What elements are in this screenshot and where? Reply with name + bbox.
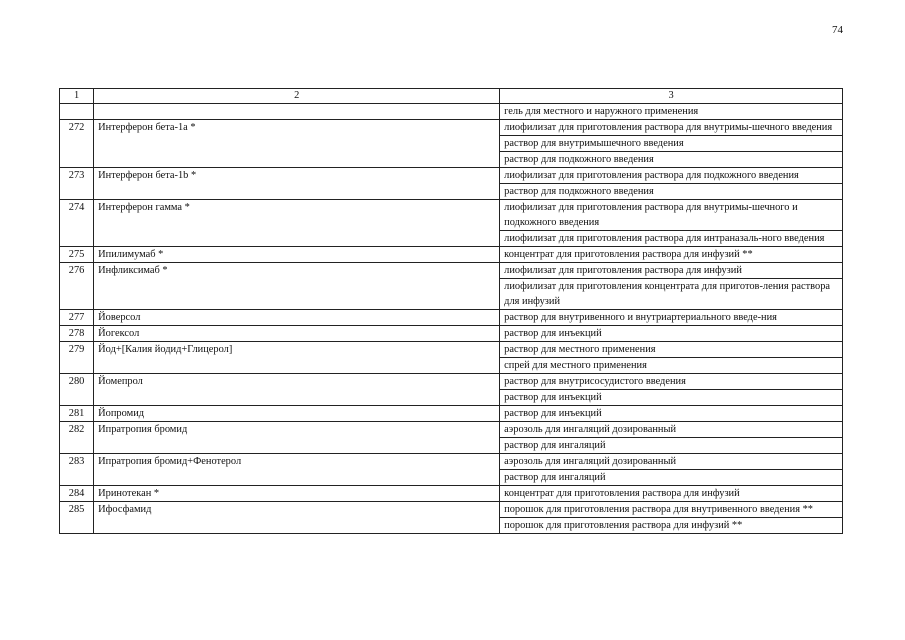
form-cell: лиофилизат для приготовления раствора для внутримы-шечного и подкожного введения <box>500 200 843 231</box>
form-cell: концентрат для приготовления раствора для инфузий ** <box>500 247 843 263</box>
form-cell: раствор для инъекций <box>500 406 843 422</box>
table-row <box>60 486 843 502</box>
row-number: 273 <box>60 168 94 200</box>
drug-name: Интерферон бета-1а * <box>94 120 500 168</box>
form-cell: раствор для подкожного введения <box>500 152 843 168</box>
header-col-3: 3 <box>500 89 843 104</box>
form-cell: раствор для инъекций <box>500 326 843 342</box>
form-cell: аэрозоль для ингаляций дозированный <box>500 422 843 438</box>
header-col-2: 2 <box>94 89 500 104</box>
continuation-row <box>60 104 843 120</box>
table-row <box>60 422 843 438</box>
table-row <box>60 326 843 342</box>
form-cell: раствор для ингаляций <box>500 438 843 454</box>
form-cell: спрей для местного применения <box>500 358 843 374</box>
row-number: 278 <box>60 326 94 342</box>
drug-name: Йопромид <box>94 406 500 422</box>
table-row <box>60 263 843 279</box>
form-cell: раствор для ингаляций <box>500 470 843 486</box>
drug-name: Йогексол <box>94 326 500 342</box>
form-cell: гель для местного и наружного применения <box>500 104 843 120</box>
table-row <box>60 374 843 390</box>
row-number: 285 <box>60 502 94 534</box>
drug-name: Иринотекан * <box>94 486 500 502</box>
form-cell: лиофилизат для приготовления раствора для интраназаль-ного введения <box>500 231 843 247</box>
form-cell: раствор для подкожного введения <box>500 184 843 200</box>
drug-name: Йод+[Калия йодид+Глицерол] <box>94 342 500 374</box>
table-body <box>60 89 843 534</box>
form-cell: порошок для приготовления раствора для инфузий ** <box>500 518 843 534</box>
table-row <box>60 502 843 518</box>
drug-name: Интерферон бета-1b * <box>94 168 500 200</box>
table-row <box>60 310 843 326</box>
drug-name: Йомепрол <box>94 374 500 406</box>
header-row <box>60 89 843 104</box>
continuation-name-cell <box>94 104 500 120</box>
row-number: 276 <box>60 263 94 310</box>
row-number: 277 <box>60 310 94 326</box>
row-number: 280 <box>60 374 94 406</box>
table-row <box>60 454 843 470</box>
row-number: 283 <box>60 454 94 486</box>
form-cell: раствор для внутривенного и внутриартериального введе-ния <box>500 310 843 326</box>
drug-name: Инфликсимаб * <box>94 263 500 310</box>
continuation-num-cell <box>60 104 94 120</box>
header-col-1: 1 <box>60 89 94 104</box>
row-number: 275 <box>60 247 94 263</box>
form-cell: раствор для инъекций <box>500 390 843 406</box>
table-row <box>60 247 843 263</box>
table-row <box>60 200 843 231</box>
form-cell: концентрат для приготовления раствора для инфузий <box>500 486 843 502</box>
row-number: 284 <box>60 486 94 502</box>
form-cell: лиофилизат для приготовления раствора для внутримы-шечного введения <box>500 120 843 136</box>
row-number: 279 <box>60 342 94 374</box>
form-cell: порошок для приготовления раствора для внутривенного введения ** <box>500 502 843 518</box>
row-number: 274 <box>60 200 94 247</box>
table-row <box>60 406 843 422</box>
drug-table <box>59 88 843 534</box>
table-row <box>60 120 843 136</box>
form-cell: раствор для внутримышечного введения <box>500 136 843 152</box>
form-cell: аэрозоль для ингаляций дозированный <box>500 454 843 470</box>
drug-name: Ипилимумаб * <box>94 247 500 263</box>
drug-name: Ипратропия бромид+Фенотерол <box>94 454 500 486</box>
row-number: 272 <box>60 120 94 168</box>
form-cell: лиофилизат для приготовления концентрата для приготов-ления раствора для инфузий <box>500 279 843 310</box>
drug-name: Йоверсол <box>94 310 500 326</box>
form-cell: раствор для внутрисосудистого введения <box>500 374 843 390</box>
page-number: 74 <box>832 24 843 36</box>
drug-name: Ипратропия бромид <box>94 422 500 454</box>
table-row <box>60 168 843 184</box>
row-number: 282 <box>60 422 94 454</box>
form-cell: лиофилизат для приготовления раствора для инфузий <box>500 263 843 279</box>
form-cell: лиофилизат для приготовления раствора для подкожного введения <box>500 168 843 184</box>
form-cell: раствор для местного применения <box>500 342 843 358</box>
drug-name: Ифосфамид <box>94 502 500 534</box>
row-number: 281 <box>60 406 94 422</box>
table-row <box>60 342 843 358</box>
drug-name: Интерферон гамма * <box>94 200 500 247</box>
